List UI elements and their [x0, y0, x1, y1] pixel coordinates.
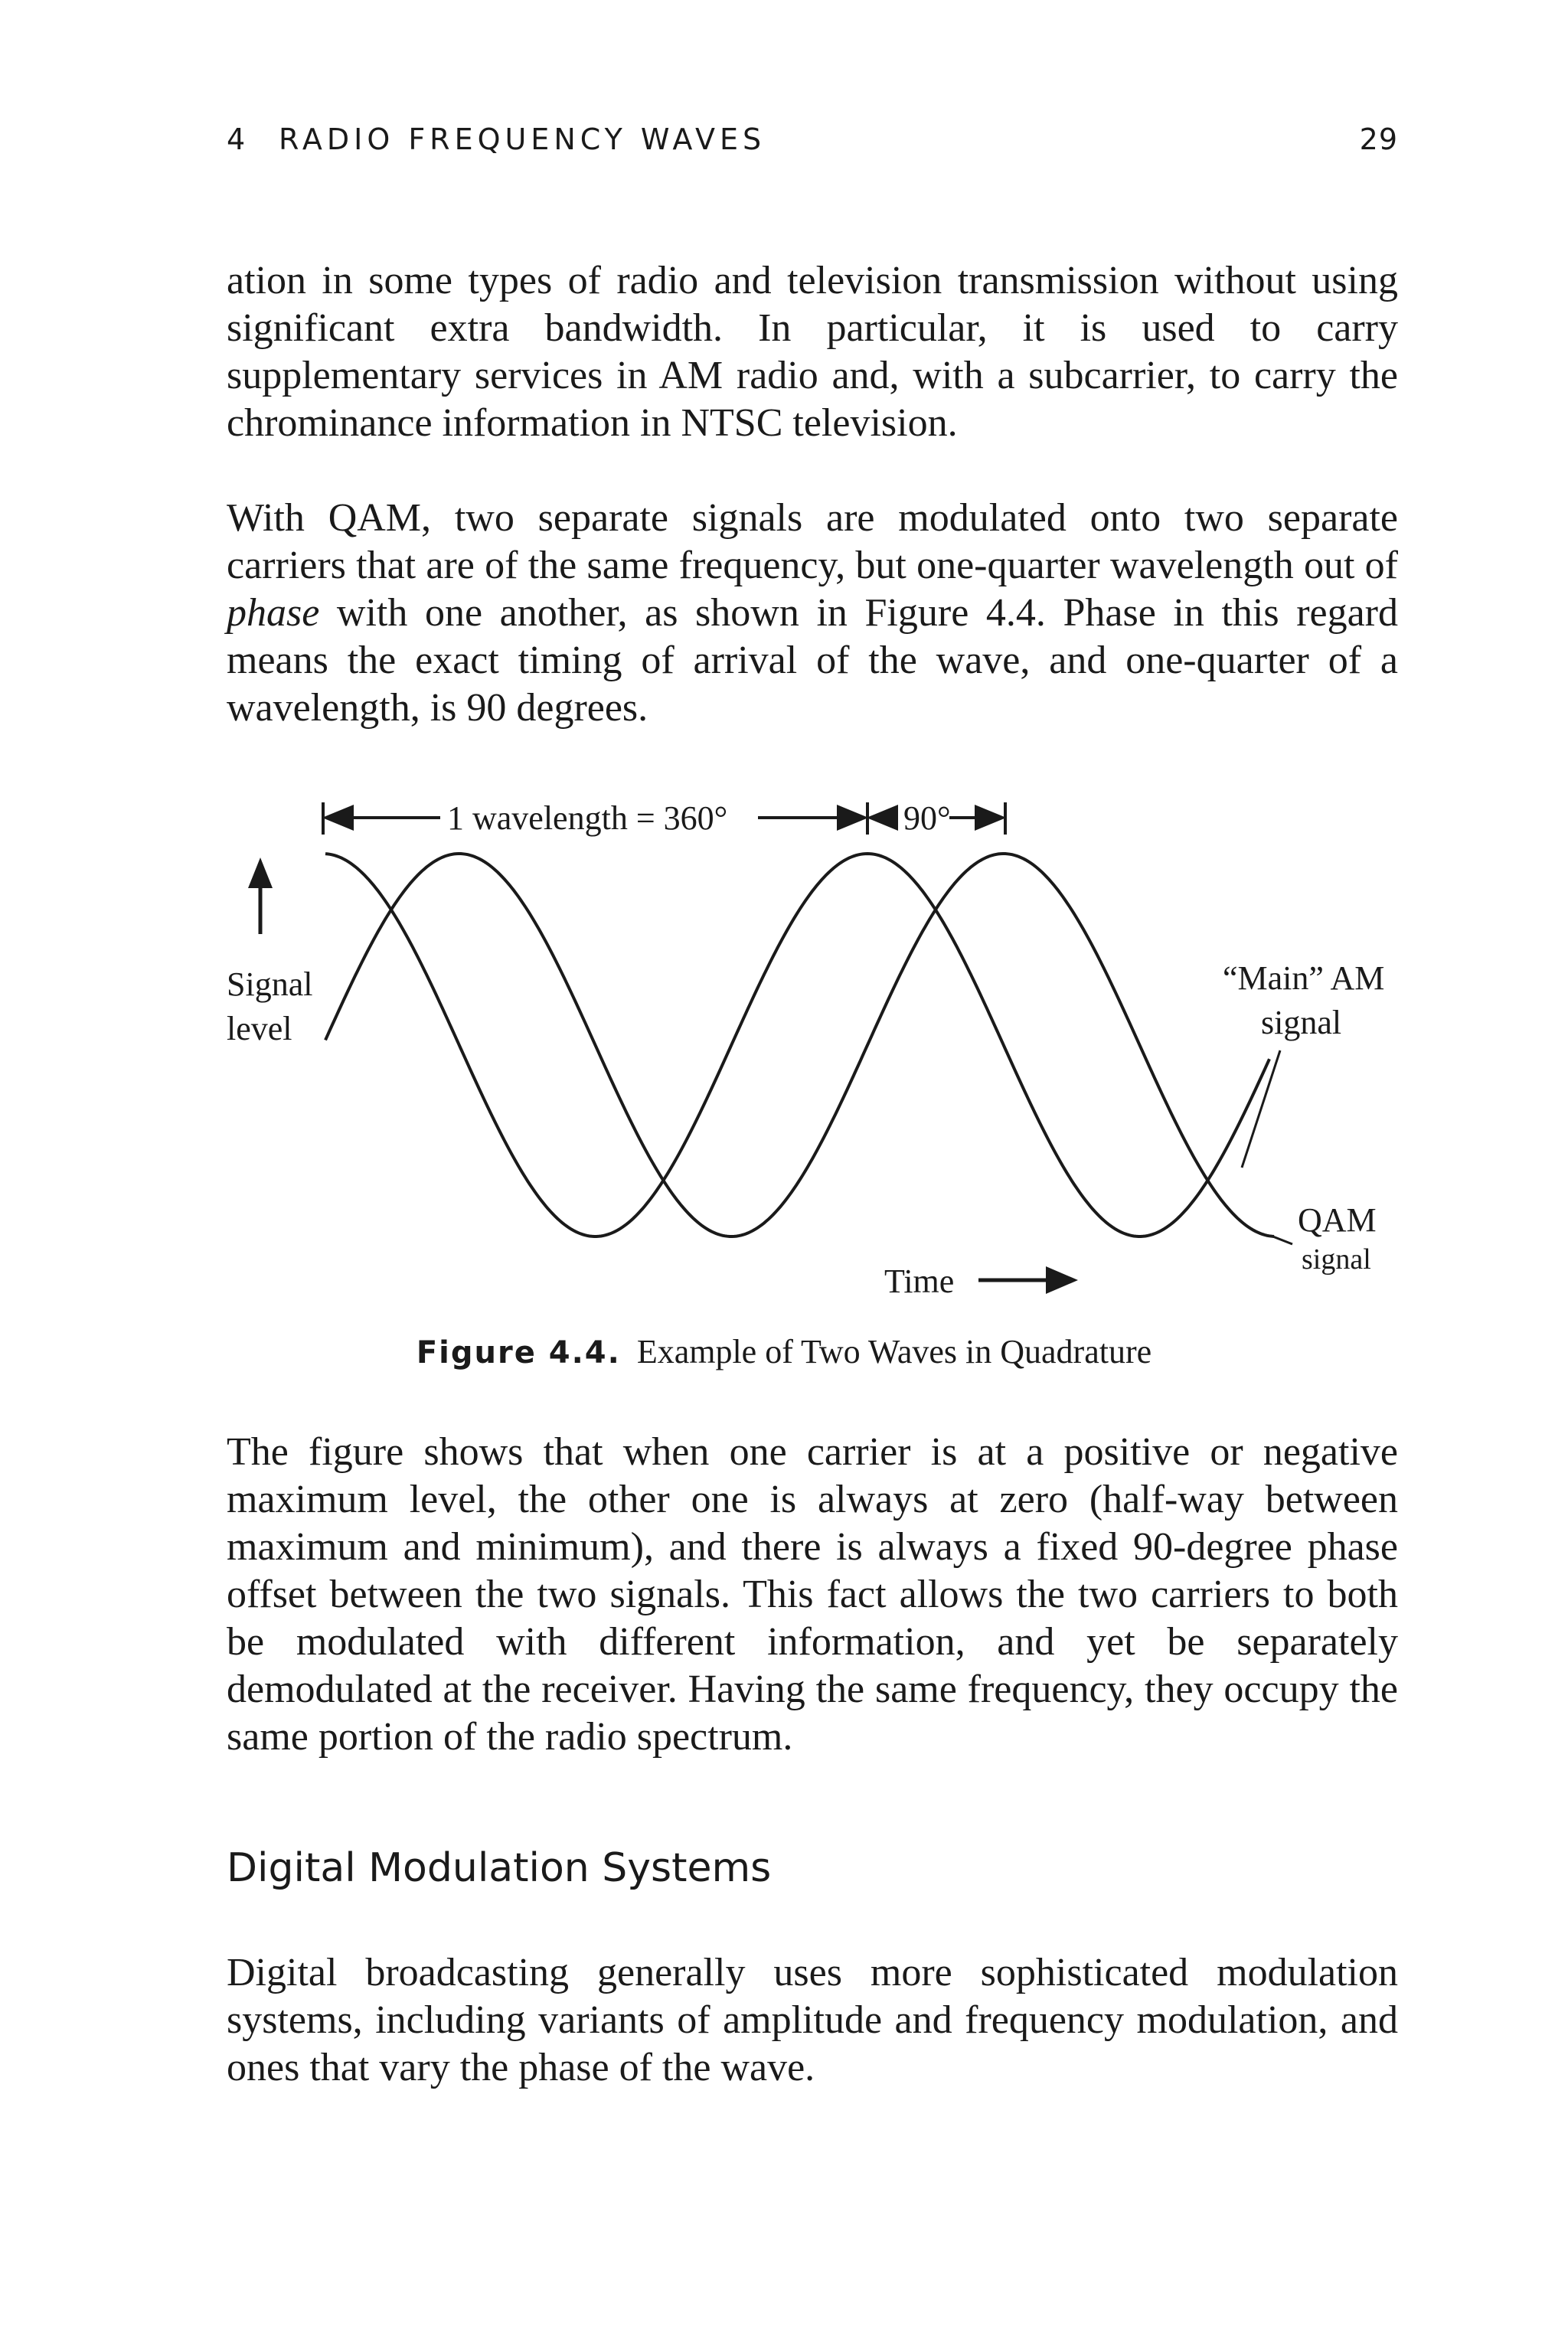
- main-signal-label-line1: “Main” AM: [1223, 959, 1385, 997]
- page-number: 29: [1359, 122, 1398, 156]
- main-signal-leader: [1242, 1050, 1280, 1168]
- qam-signal-label-line1: QAM: [1298, 1201, 1377, 1239]
- qam-signal-wave: [325, 854, 1269, 1236]
- section-heading: Digital Modulation Systems: [227, 1845, 772, 1891]
- chapter-title: RADIO FREQUENCY WAVES: [279, 122, 766, 156]
- caption-label: Figure 4.4.: [416, 1335, 621, 1370]
- running-head: [227, 122, 1398, 168]
- phase-label: 90°: [903, 799, 951, 837]
- paragraph-2-text-b: with one another, as shown in Figure 4.4. Phase in this regard means the exact timing of arrival of the wave, and one-quarter of a wavelength, is 90 degrees.: [227, 591, 1398, 730]
- caption-text: Example of Two Waves in Quadrature: [636, 1333, 1152, 1370]
- main-am-signal-wave: [325, 854, 1274, 1236]
- qam-signal-label-line2: signal: [1302, 1243, 1371, 1276]
- paragraph-4: Digital broadcasting generally uses more sophisticated modulation systems, including variants of amplitude and frequency modulation, and ones that vary the phase of the wave.: [227, 1951, 1398, 2089]
- qam-signal-leader: [1271, 1236, 1292, 1244]
- paragraph-2: [227, 495, 1398, 732]
- main-signal-label-line2: signal: [1261, 1004, 1342, 1041]
- wavelength-dimension: [323, 802, 1005, 835]
- phase-emphasis: phase: [227, 591, 320, 635]
- paragraph-2-text-a: With QAM, two separate signals are modulated onto two separate carriers that are of the same frequency, but one-quarter wavelength out of: [227, 496, 1398, 587]
- x-axis-arrow: [978, 1266, 1078, 1294]
- paragraph-3: The figure shows that when one carrier is at a positive or negative maximum level, the other one is always at zero (half-way between maximum and minimum), and there is always a fixed 90-degree phase offset between the two signals. This fact allows the two carriers to both be modulated with different information, and yet be separately demodulated at the receiver. Having the same frequency, they occupy the same portion of the radio spectrum.: [227, 1430, 1398, 1759]
- wavelength-label: 1 wavelength = 360°: [447, 799, 728, 837]
- paragraph-1: ation in some types of radio and television transmission without using significant extra bandwidth. In particular, it is used to carry supplementary services in AM radio and, with a subcarrier, to carry the chrominance information in NTSC television.: [227, 259, 1398, 445]
- x-axis-label: Time: [884, 1263, 955, 1300]
- y-label-line2: level: [227, 1010, 292, 1047]
- chapter-number: 4: [227, 122, 250, 156]
- y-axis-arrow: [248, 858, 273, 934]
- y-label-line1: Signal: [227, 965, 313, 1003]
- figure-caption: [0, 1332, 1568, 1371]
